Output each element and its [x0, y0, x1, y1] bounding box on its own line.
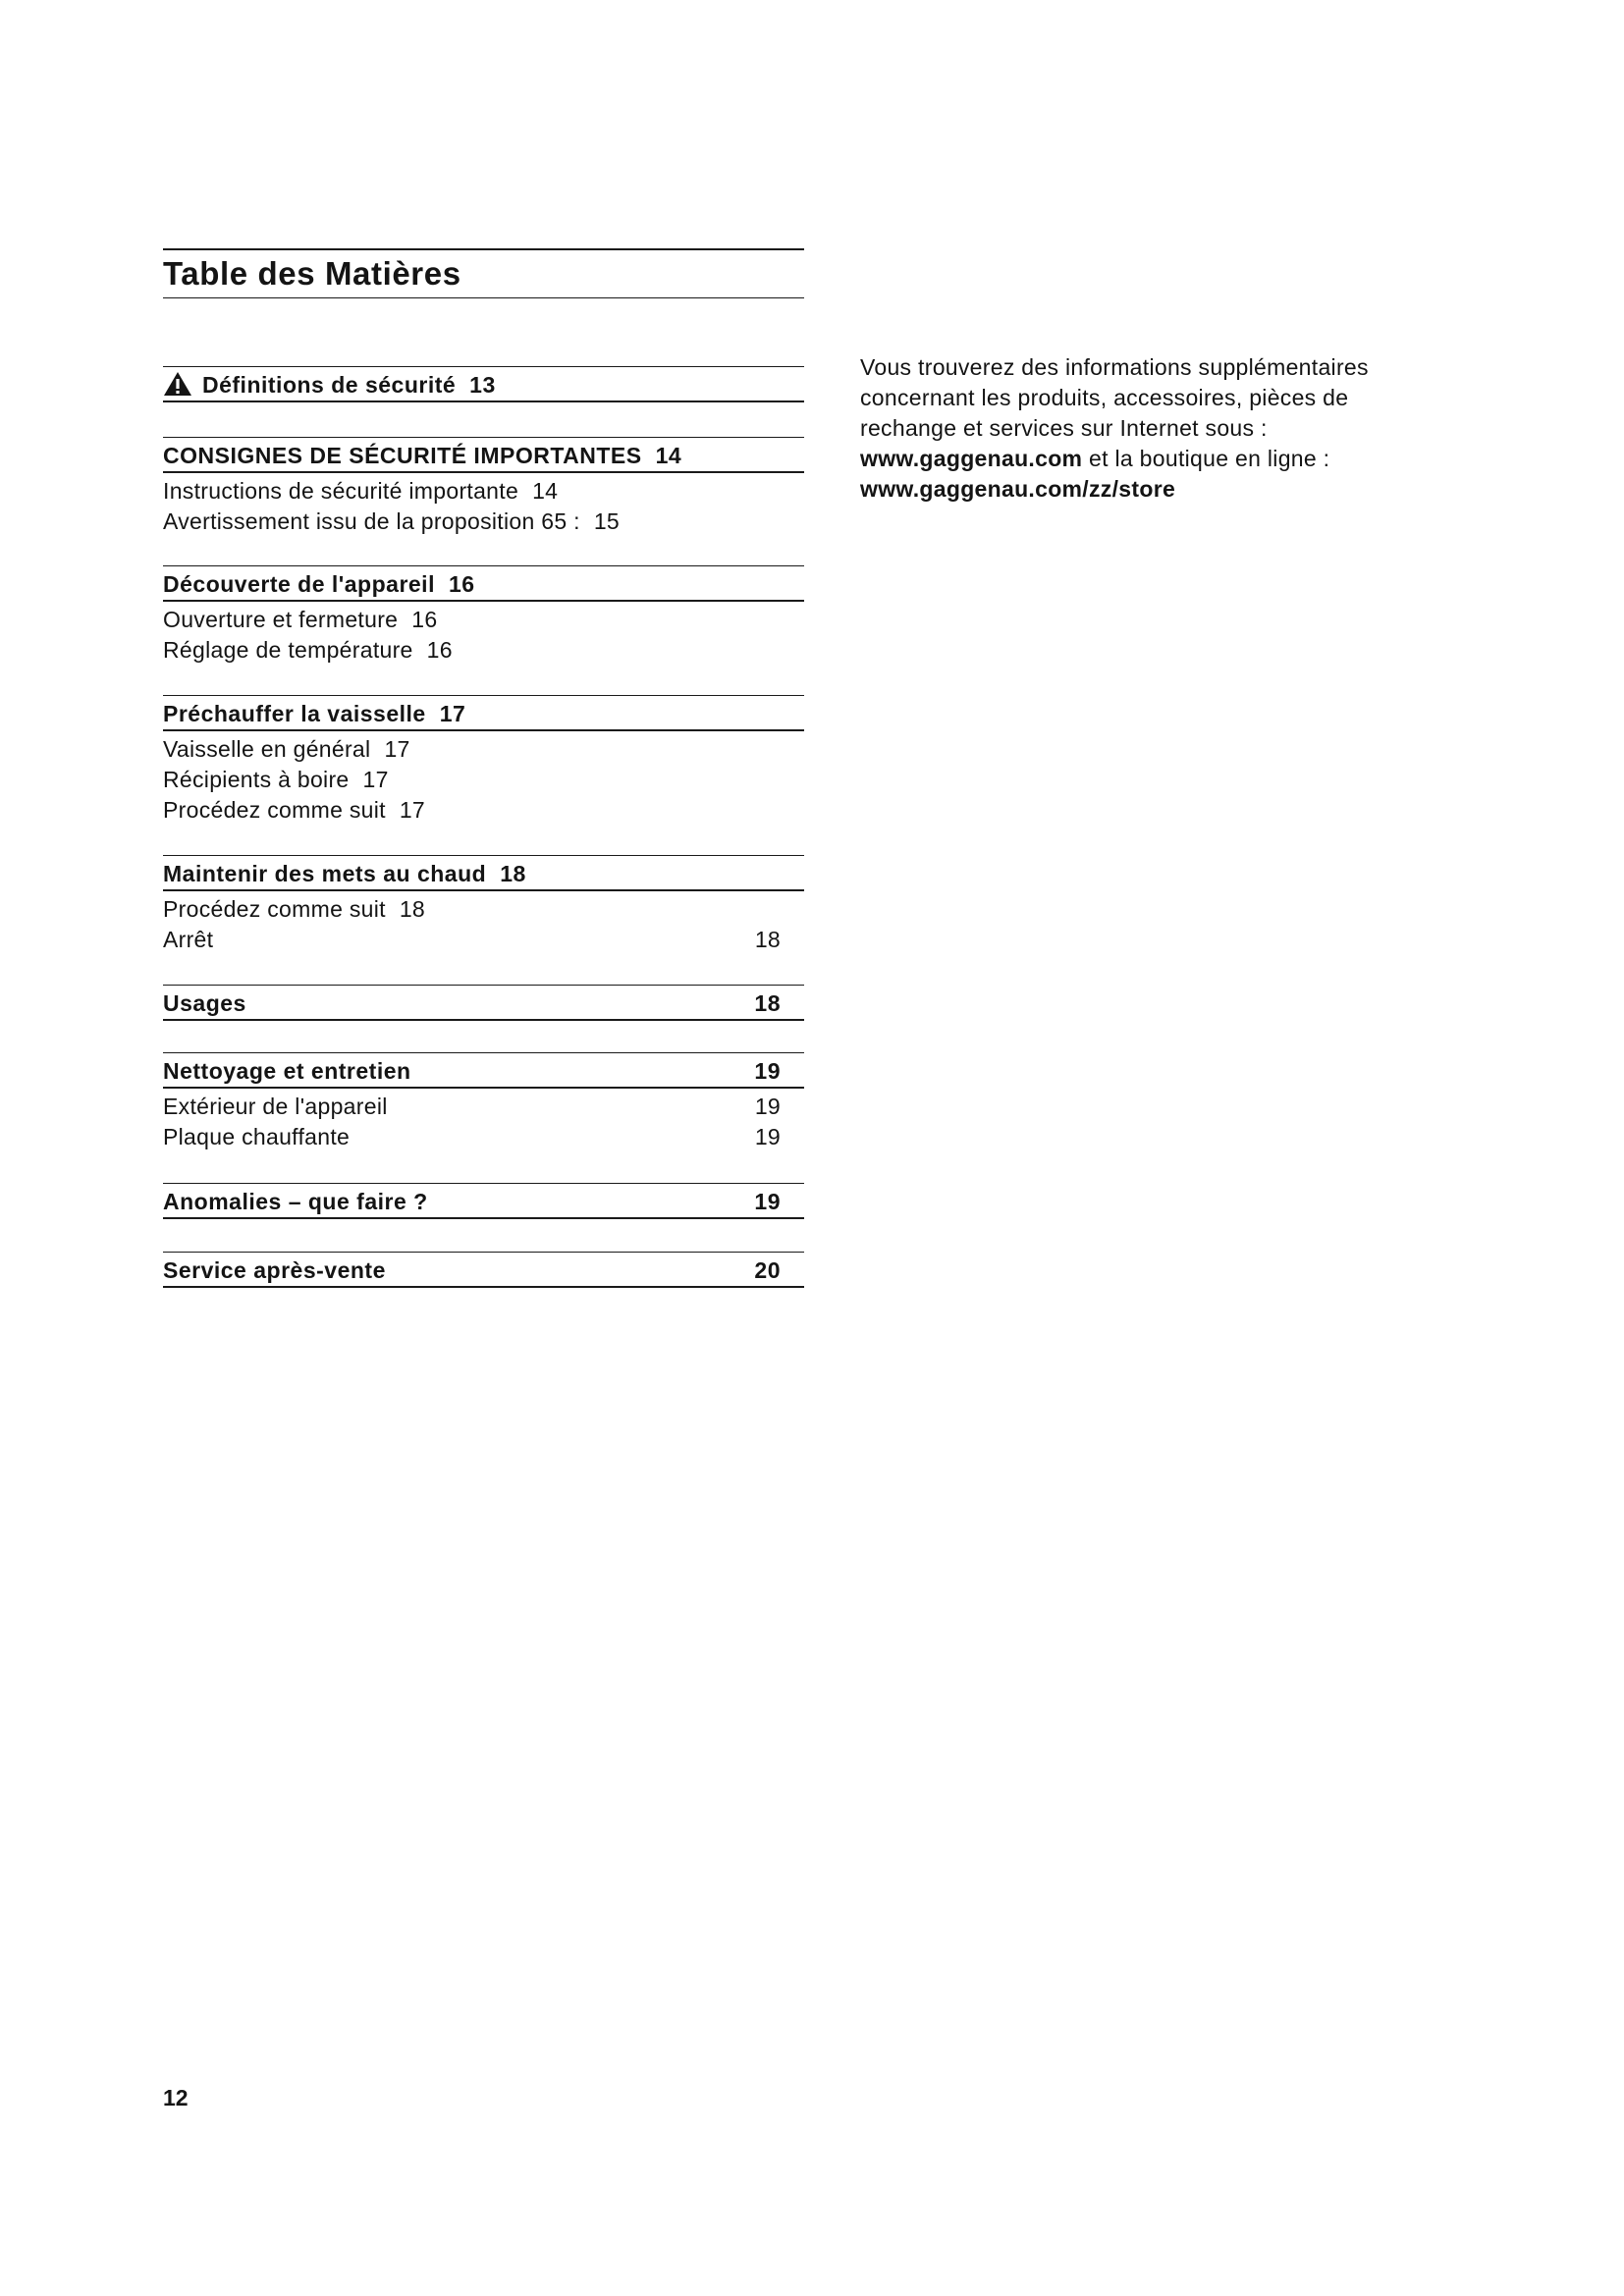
toc-subsection-page: 17: [399, 797, 426, 823]
info-panel: [860, 352, 1469, 505]
toc-subsection[interactable]: [163, 734, 804, 765]
toc-subsection-title: Arrêt: [163, 927, 214, 952]
toc-subsection-label: [163, 606, 437, 633]
toc-subsection-label: [163, 1093, 388, 1120]
toc-subsection[interactable]: [163, 795, 804, 826]
toc-subsection-label: [163, 926, 213, 953]
toc-subsection-list: [163, 1089, 804, 1152]
toc-section-page: 19: [754, 1189, 781, 1214]
toc-section-heading[interactable]: [163, 366, 804, 402]
toc-subsection-title: Instructions de sécurité importante: [163, 478, 519, 504]
toc-section-title: Définitions de sécurité: [202, 372, 457, 398]
toc-subsection-title: Procédez comme suit: [163, 896, 386, 922]
toc-subsection[interactable]: [163, 894, 804, 925]
toc-section: [163, 437, 804, 537]
toc-section: [163, 1052, 804, 1152]
info-line-3: rechange et services sur Internet sous :: [860, 415, 1268, 441]
toc-subsection-page: 18: [754, 927, 781, 952]
toc-subsection-page: 19: [754, 1124, 781, 1149]
toc-section-label: [163, 371, 496, 399]
info-line-1: Vous trouverez des informations supplémentaires: [860, 354, 1369, 380]
toc-subsection-page: 17: [362, 767, 389, 792]
toc-subsection-page: 16: [426, 637, 453, 663]
toc-section-title: Maintenir des mets au chaud: [163, 861, 487, 886]
toc-section-title: CONSIGNES DE SÉCURITÉ IMPORTANTES: [163, 443, 642, 468]
toc-section-page: 14: [655, 443, 682, 468]
page-title: Table des Matières: [163, 255, 461, 292]
toc-section-heading[interactable]: [163, 695, 804, 731]
toc-subsection-list: [163, 891, 804, 955]
toc-section-label: [163, 700, 465, 727]
toc-subsection-label: [163, 477, 558, 505]
toc-section-heading[interactable]: [163, 855, 804, 891]
info-line-4: [860, 444, 1469, 474]
toc-section-page: 18: [754, 990, 781, 1016]
toc-section: [163, 1252, 804, 1288]
toc-section-heading[interactable]: [163, 565, 804, 602]
toc-section-heading[interactable]: [163, 1052, 804, 1089]
toc-subsection-label: [163, 895, 425, 923]
toc-subsection-page: 15: [593, 508, 621, 534]
toc-subsection-label: [163, 1123, 350, 1150]
toc-section-label: [163, 1256, 386, 1284]
toc-section-heading[interactable]: [163, 1183, 804, 1219]
page-number: 12: [163, 2085, 189, 2110]
toc-subsection[interactable]: [163, 507, 804, 537]
toc-subsection-title: Procédez comme suit: [163, 797, 386, 823]
toc-subsection-page: 17: [384, 736, 410, 762]
toc-subsection-title: Extérieur de l'appareil: [163, 1094, 388, 1119]
toc-section-label: [163, 570, 475, 598]
toc-section-page: 20: [754, 1257, 781, 1283]
toc-subsection-list: [163, 731, 804, 826]
toc-section-title: Anomalies – que faire ?: [163, 1189, 428, 1214]
toc-section-heading[interactable]: [163, 1252, 804, 1288]
toc-subsection[interactable]: [163, 925, 804, 955]
store-link[interactable]: www.gaggenau.com/zz/store: [860, 476, 1176, 502]
toc-section-page: 18: [500, 861, 526, 886]
toc-section: [163, 565, 804, 666]
toc-subsection-label: [163, 766, 389, 793]
toc-section: [163, 855, 804, 955]
toc-section-page: 19: [754, 1058, 781, 1084]
toc-section-title: Nettoyage et entretien: [163, 1058, 411, 1084]
toc-section-label: [163, 1057, 411, 1085]
warning-icon: [163, 371, 192, 397]
toc-section-title: Préchauffer la vaisselle: [163, 701, 426, 726]
toc-subsection-page: 19: [754, 1094, 781, 1119]
toc-section-label: [163, 860, 526, 887]
toc-subsection-title: Réglage de température: [163, 637, 413, 663]
toc-section: [163, 366, 804, 402]
toc-subsection-title: Vaisselle en général: [163, 736, 371, 762]
toc-section-label: [163, 442, 681, 469]
toc-section-page: 17: [439, 701, 466, 726]
toc-subsection-label: [163, 735, 410, 763]
toc-section: [163, 695, 804, 826]
toc-subsection-label: [163, 636, 453, 664]
toc-subsection-title: Avertissement issu de la proposition 65 :: [163, 508, 580, 534]
toc-subsection-page: 16: [411, 607, 438, 632]
toc-section: [163, 1183, 804, 1219]
toc-section-heading[interactable]: [163, 437, 804, 473]
toc-section-page: 16: [448, 571, 475, 597]
info-line-4-rest: et la boutique en ligne :: [1082, 446, 1330, 471]
info-line-2: concernant les produits, accessoires, pièces de: [860, 385, 1349, 410]
toc-section: [163, 985, 804, 1021]
toc-subsection[interactable]: [163, 635, 804, 666]
table-of-contents: [163, 248, 804, 1283]
toc-section-heading[interactable]: [163, 985, 804, 1021]
toc-subsection-page: 18: [399, 896, 426, 922]
toc-subsection[interactable]: [163, 765, 804, 795]
toc-section-title: Découverte de l'appareil: [163, 571, 435, 597]
toc-title-block: [163, 248, 804, 298]
toc-subsection-title: Récipients à boire: [163, 767, 350, 792]
toc-section-label: [163, 1188, 428, 1215]
website-link[interactable]: www.gaggenau.com: [860, 446, 1083, 471]
toc-subsection[interactable]: [163, 1122, 804, 1152]
toc-subsection-title: Ouverture et fermeture: [163, 607, 399, 632]
toc-subsection-title: Plaque chauffante: [163, 1124, 351, 1149]
toc-subsection-label: [163, 796, 425, 824]
toc-section-title: Usages: [163, 990, 246, 1016]
info-line-5: [860, 474, 1469, 505]
toc-subsection-list: [163, 602, 804, 666]
toc-section-page: 13: [469, 372, 496, 398]
toc-subsection[interactable]: [163, 605, 804, 635]
toc-subsection[interactable]: [163, 476, 804, 507]
toc-subsection[interactable]: [163, 1092, 804, 1122]
toc-section-label: [163, 989, 246, 1017]
toc-section-title: Service après-vente: [163, 1257, 386, 1283]
toc-subsection-page: 14: [532, 478, 559, 504]
toc-subsection-list: [163, 473, 804, 537]
toc-subsection-label: [163, 507, 620, 535]
